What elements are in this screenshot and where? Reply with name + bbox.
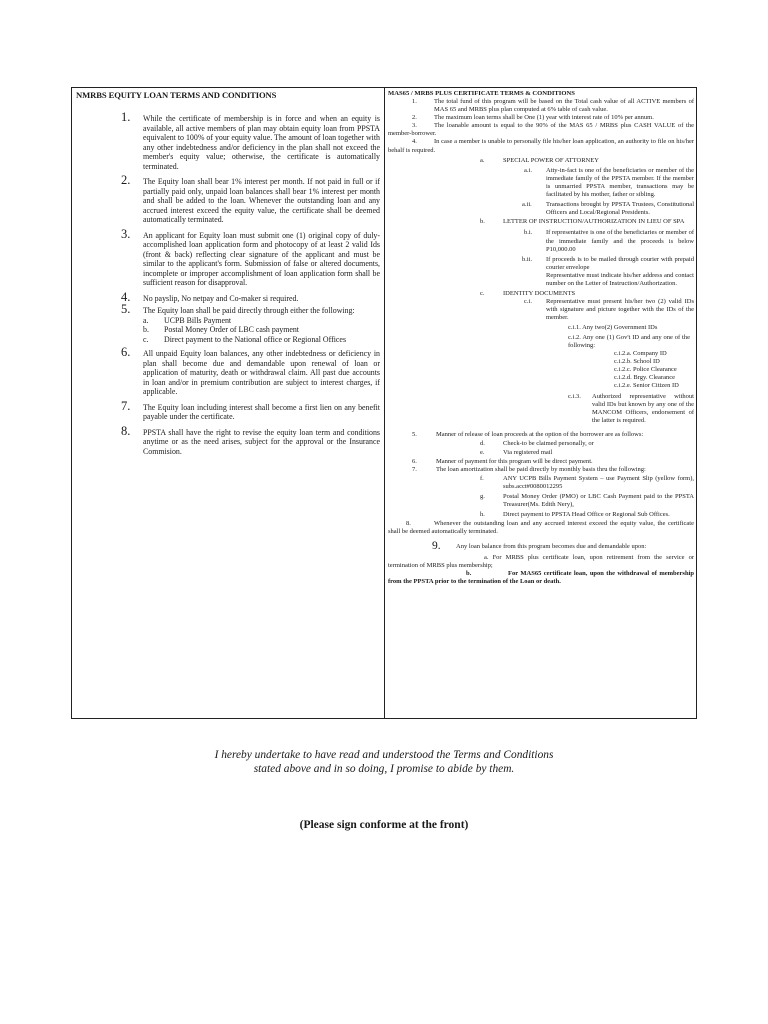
term-item-1 (76, 110, 380, 171)
term-item-7 (76, 398, 380, 422)
term-item-3 (76, 226, 380, 288)
loi-heading: b. LETTER OF INSTRUCTION/AUTHORIZATION IN LIEU OF SPA (480, 218, 685, 226)
amortization-option-g: g. Postal Money Order (PMO) or LBC Cash Payment paid to the PPSTA Treasurer(Ms. Edith Nery), (480, 493, 694, 509)
mas-term-2: 2. The maximum loan terms shall be One (1) year with interest rate of 10% per annum. (412, 114, 654, 122)
spa-item-aii: a.ii. Transactions brought by PPSTA Trustees, Constitutional Officers and Local/Regional Presidents. (522, 201, 694, 217)
id-docs-heading: c. IDENTITY DOCUMENTS (480, 290, 576, 298)
mas-term-1: 1. The total fund of this program will be based on the Total cash value of all ACTIVE members of MAS 65 and MRBS plus plan computed at 6% table of cash value. (412, 98, 694, 114)
term-number: 2. (121, 173, 131, 187)
id-docs-ci3: c.i.3. Authorized representative without valid IDs but known by any one of the MANCOM Officers, endorsement of the latter is required. (568, 393, 694, 425)
sign-instruction: (Please sign conforme at the front) (299, 819, 469, 831)
column-divider (384, 88, 385, 718)
list-item: c.i.2.a. Company ID (614, 349, 667, 357)
term-number: 1. (121, 110, 131, 124)
loi-item-bii: b.ii. If proceeds is to be mailed through courier with prepaid courier envelope (522, 255, 694, 271)
amortization-option-h: h. Direct payment to PPSTA Head Office or Regional Sub Offices. (480, 511, 670, 519)
term-number: 6. (121, 345, 131, 359)
mas-term-9b: b. For MAS65 certificate loan, upon the withdrawal of membership from the PPSTA prior to the termination of the Loan or death. (388, 569, 694, 585)
mas-term-3: 3. The loanable amount is equal to the 90% of the MAS 65 / MRBS plus CASH VALUE of the member-borrower. (388, 122, 694, 138)
mas-term-5: 5. Manner of release of loan proceeds at the option of the borrower are as follows: (412, 430, 644, 438)
mas65-heading: MAS65 / MRBS PLUS CERTIFICATE TERMS & CONDITIONS (388, 90, 575, 97)
term-number: 8. (121, 423, 131, 438)
term-text: All unpaid Equity loan balances, any other indebtedness or deficiency in plan shall become due and demandable upon renewal of loan or application of maturity, death or withdrawal claim. All past due accounts in loan and/or in premium contribution are subject to interest charges, if applicable. (143, 349, 380, 396)
mas-term-4: 4. In case a member is unable to personally file his/her loan application, an authority to file on his/her behalf is required. (388, 138, 694, 154)
term-text: No payslip, No netpay and Co-maker si required. (143, 293, 299, 303)
id-docs-ci2-list (388, 350, 694, 390)
payment-option: c. Direct payment to the National office or Regional Offices (143, 334, 347, 344)
term-number: 7. (121, 398, 131, 413)
term-number: 4. (121, 289, 131, 304)
amortization-option-f: f. ANY UCPB Bills Payment System – use Payment Slip (yellow form), subs.acct#0080012295 (480, 475, 694, 491)
conforme-line-2: stated above and in so doing, I promise to abide by them. (253, 763, 515, 775)
release-option-e: e. Via registered mail (480, 448, 553, 456)
mas-term-6: 6. Manner of payment for this program will be direct payment. (412, 457, 593, 465)
terms-sheet (71, 87, 697, 719)
term-item-6 (76, 345, 380, 397)
payment-option: a. UCPB Bills Payment (143, 315, 232, 325)
term-text: While the certificate of membership is in force and when an equity is available, all active members of plan may obtain equity loan from PPSTA equivalent to 100% of your equity value. The amount of loan together with any other indebtedness and/or deficiency in the plan shall not exceed the member's equity value; otherwise, the certificate is automatically terminated. (143, 114, 380, 171)
loi-note: Representative must indicate his/her address and contact number on the Letter of Instruction/Authorization. (546, 271, 694, 287)
term-text: The Equity loan shall be paid directly through either the following: (143, 306, 355, 315)
mas65-column (388, 90, 694, 586)
conforme-statement (0, 748, 768, 776)
spa-heading: a. SPECIAL POWER OF ATTORNEY (480, 156, 599, 164)
term-item-5 (76, 302, 380, 344)
term-item-2 (76, 173, 380, 225)
release-option-d: d. Check-to be claimed personally, or (480, 439, 594, 447)
mas-term-9: 9. Any loan balance from this program becomes due and demandable upon: (432, 539, 647, 552)
term-text: An applicant for Equity loan must submit one (1) original copy of duly-accomplished loan application form and photocopy of at least 2 valid Ids (front & back) reflecting clear signature of the applicant and must be similar to the applicant's form. Submission of false or altered documents, incomplete or improper accomplishment of loan application form shall be sufficient reason for disapproval. (143, 230, 380, 287)
id-docs-ci1: c.i.1. Any two(2) Government IDs (568, 324, 658, 332)
payment-option: b. Postal Money Order of LBC cash payment (143, 325, 299, 334)
list-item: c.i.2.e. Senior Citizen ID (614, 382, 679, 390)
list-item: c.i.2.b. School ID (614, 357, 660, 365)
term-number: 3. (121, 226, 131, 241)
mas-term-8: 8. Whenever the outstanding loan and any accrued interest exceed the equity value, the certificate shall be deemed automatically terminated. (388, 519, 694, 535)
id-docs-ci2: c.i.2. Any one (1) Gov't ID and any one of the following: (568, 333, 690, 349)
mas-term-7: 7. The loan amortization shall be paid directly by monthly basis thru the following: (412, 465, 646, 473)
spa-item-ai: a.i. Atty-in-fact is one of the beneficiaries or member of the immediate family of the PPSTA member. If the member is unmarried PPSTA member, transactions may be facilitated by his mother, father or sibling. (524, 166, 694, 199)
conforme-line-1: I hereby undertake to have read and understood the Terms and Conditions (214, 749, 554, 761)
term-number: 5. (121, 302, 131, 316)
term-text: The Equity loan shall bear 1% interest per month. If not paid in full or if partially paid only, unpaid loan balances shall bear 1% interest per month and shall be added to the loan. Whenever the outstanding loan and any accrued interest exceed the equity value, the certificate shall be deemed automatically terminated. (143, 177, 380, 224)
equity-loan-heading: NMRBS EQUITY LOAN TERMS AND CONDITIONS (76, 90, 277, 100)
term-item-8 (76, 423, 380, 457)
list-item: c.i.2.c. Police Clearance (614, 365, 677, 373)
loi-item-bi: b.i. If representative is one of the beneficiaries or member of the immediate family and the proceeds is below P10,000.00 (524, 229, 694, 253)
id-docs-item-ci: c.i. Representative must present his/her two (2) valid IDs with signature and picture together with the IDs of the member. (524, 298, 694, 322)
equity-loan-column (76, 90, 380, 456)
mas-term-9a: a. For MRBS plus certificate loan, upon retirement from the service or termination of MRBS plus membership; (388, 553, 694, 569)
term-text: The Equity loan including interest shall become a first lien on any benefit payable under the certificate. (143, 402, 380, 421)
list-item: c.i.2.d. Brgy. Clearance (614, 374, 676, 381)
term-text: PPSTA shall have the right to revise the equity loan term and conditions anytime or as the need arises, subject for the approval or the Insurance Commision. (143, 427, 380, 456)
